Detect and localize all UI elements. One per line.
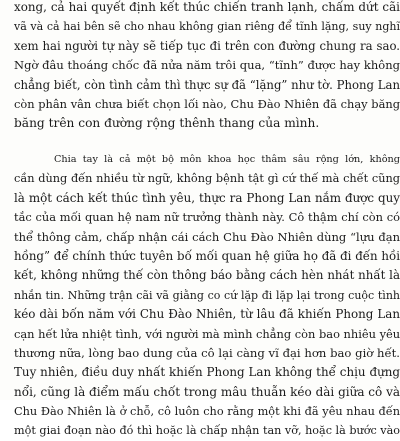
text-line: tắc của mối quan hệ nam nữ trưởng thành này. Cô thậm chí còn có xyxy=(14,210,400,225)
text-line: xem hai người tự này sẽ tiếp tục đi trên con đường chung ra sao. xyxy=(14,38,400,53)
text-line: Tuy nhiên, điều duy nhất khiến Phong Lan không thể chịu đựng xyxy=(14,365,400,380)
text-line: Ngờ đâu thoáng chốc đã nửa năm trôi qua, “tĩnh” được hay không xyxy=(14,58,400,73)
text-line: kéo dài bốn năm với Chu Đào Nhiên, từ lâu đã khiến Phong Lan xyxy=(14,307,400,322)
text-line: nhắn tin. Những trận cãi vã giằng co cứ lặp đi lặp lại trong cuộc tình xyxy=(14,288,400,302)
paragraph-1 xyxy=(14,0,400,134)
text-line: vã và cả hai bên sẽ cho nhau không gian riêng để tĩnh lặng, suy nghĩ xyxy=(14,20,400,34)
text-line: nổi, cũng là điểm mấu chốt trong mâu thuẫn kéo dài giữa cô và xyxy=(14,384,400,399)
text-line: còn phân vân chưa biết chọn lối nào, Chu Đào Nhiên đã chạy băng xyxy=(14,96,400,111)
text-line: xong, cả hai quyết định kết thúc chiến tranh lạnh, chấm dứt cãi xyxy=(14,0,400,14)
text-line: cạn hết lửa nhiệt tình, với người mà mình chẳng còn bao nhiêu yêu xyxy=(14,326,400,341)
text-line: băng trên con đường rộng thênh thang của mình. xyxy=(14,116,320,131)
text-line: Chia tay là cả một bộ môn khoa học thâm sâu rộng lớn, không xyxy=(54,154,400,165)
text-line: chẳng biết, còn tình cảm thì thực sự đã “lặng” như tờ. Phong Lan xyxy=(14,77,400,92)
text-line: thể thông cảm, chấp nhận cái cách Chu Đào Nhiên dùng “lựu đạn xyxy=(14,229,400,244)
text-line: kết, không những thế còn thông báo bằng cách hèn nhát nhất là xyxy=(14,268,400,283)
text-line: hồng” để chính thức tuyên bố mối quan hệ giữa họ đã đi đến hồi xyxy=(14,248,400,263)
paragraph-2 xyxy=(14,150,400,441)
text-line: thương nữa, lòng bao dung của cô lại càng vĩ đại hơn bao giờ hết. xyxy=(14,345,400,360)
text-line: một giai đoạn nào đó thì hoặc là chấp nhận tan vỡ, hoặc là bước vào xyxy=(14,424,400,438)
text-line: là một cách kết thúc tình yêu, thực ra Phong Lan nắm được quy xyxy=(14,190,400,205)
text-line: cần dùng đến nhiều từ ngữ, không bệnh tật gì cứ thế mà chết cũng xyxy=(14,172,400,186)
text-line: Chu Đào Nhiên là ở chỗ, cô luôn cho rằng một khi đã yêu nhau đến xyxy=(14,405,400,419)
